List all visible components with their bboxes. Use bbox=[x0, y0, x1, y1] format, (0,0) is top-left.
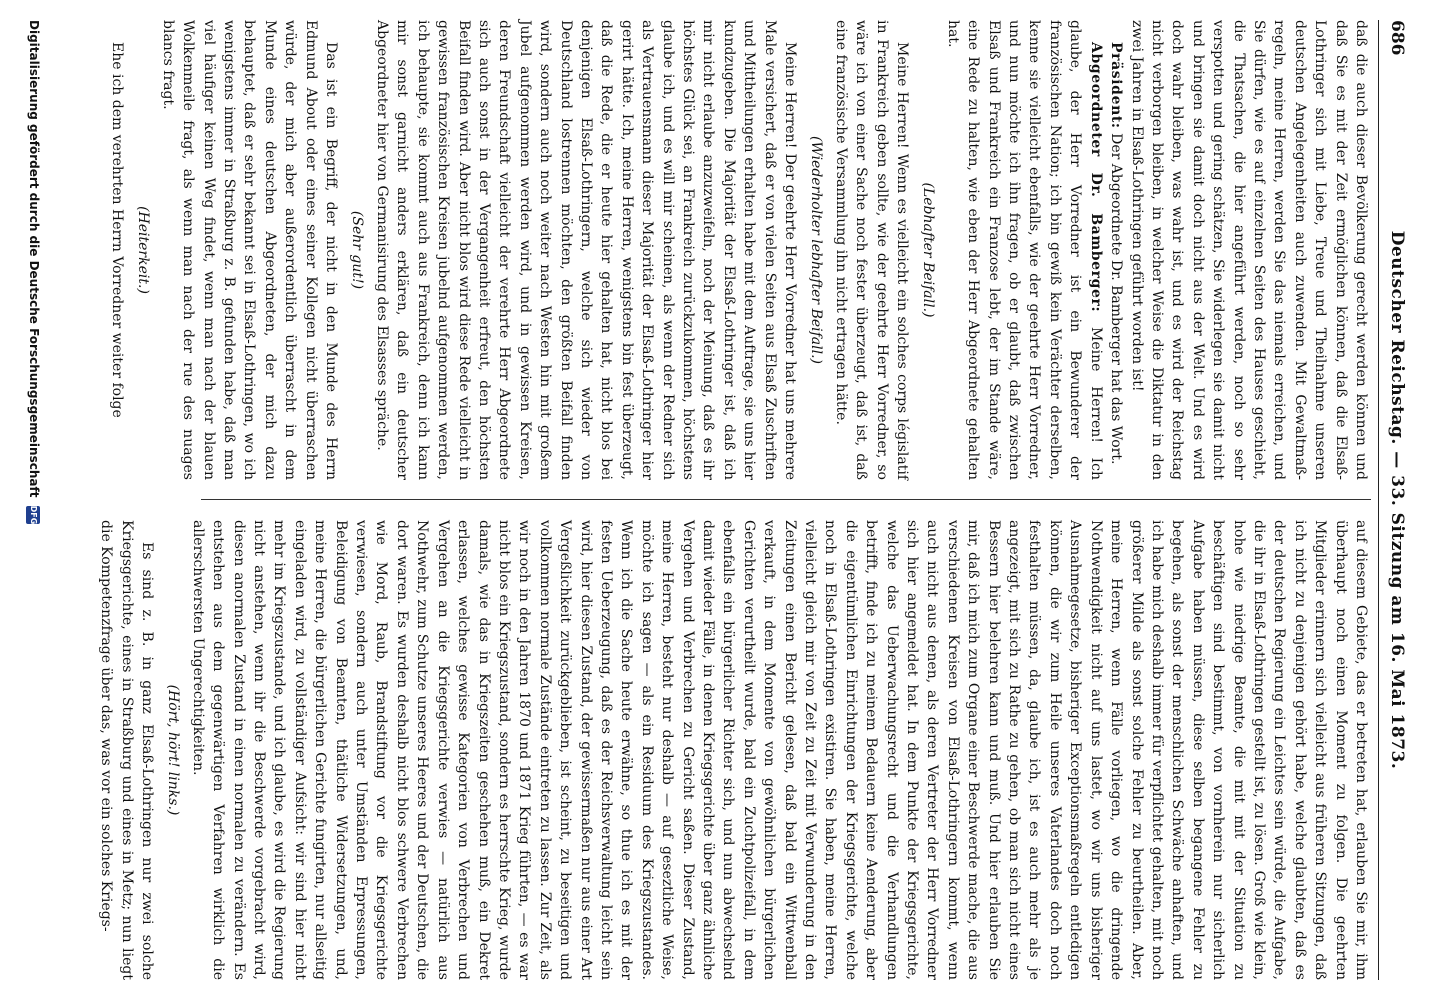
speaker-name: Präsident: bbox=[1108, 42, 1125, 129]
speaker-name: Abgeordneter Dr. Bamberger: bbox=[1087, 42, 1104, 313]
body-paragraph: Meine Herren! Der geehrte Herr Vorredner hat uns mehrere Male versichert, daß er von vielen Seiten aus Elsaß Zuschriften und Mittheilungen erhalten habe mit dem Auftrage, sie uns hier kundzugeben. Die Majorität der Elsaß-Lothringer ist, daß ich mir nicht erlaube anzuzweifeln, noch der Meinung, daß es ihr höchstes Glück sei, an Frankreich zurückzukommen, höchstens glaube ich, und es will mir scheinen, als wenn der Redner sich als Vertrauensmann dieser Majorität der Elsaß-Lothringer hier gerirt hätte. Ich, meine Herren, wenigstens bin fest überzeugt, daß die Rede, die er heute hier gehalten hat, nicht blos bei denjenigen Elsaß-Lothringern, welche sich wieder von Deutschland lostrennen möchten, den größten Beifall finden wird, sondern auch noch weiter nach Westen hin mit großem Jubel aufgenommen werden wird, und in gewissen Kreisen, deren Freundschaft vielleicht der verehrte Herr Abgeordnete sich auch sonst in der Vergangenheit erfreut, den höchsten Beifall finden wird. Aber nicht blos wird diese Rede vielleicht in gewissen französischen Kreisen jubelnd aufgenommen werden, ich behaupte, sie kommt auch aus Frankreich, denn ich kann mir sonst garnicht anders erklären, daß ein deutscher Abgeordneter hier von Germanisirung des Elsasses spräche. bbox=[373, 20, 799, 480]
speech-text: Meine Herren! Ich glaube, der Herr Vorredner ist ein Bewunderer der französischen Nation; ich bin gewiß kein Verächter derselben, kenne sie vielleicht ebenfalls, wie der geehrte Herr Vorredner, und nun möchte ich ihn fragen, ob er glaubt, daß zwischen Elsaß und Frankreich ein Franzose lebt, der im Stande wäre, eine Rede zu halten, wie eben der Herr Abgeordnete gehalten hat. bbox=[944, 20, 1104, 481]
dfg-logo-icon: DFG bbox=[27, 506, 41, 524]
audience-reaction: (Wiederholter lebhafter Beifall.) bbox=[808, 135, 825, 365]
right-column bbox=[98, 520, 1371, 980]
left-column bbox=[109, 20, 1371, 481]
body-paragraph: Es sind z. B. in ganz Elsaß-Lothringen nur zwei solche Kriegsgerichte, eines in Straßburg und eines in Metz; nun liegt die Kompetenzfrage über das, was vor ein solches Kriegs- bbox=[98, 520, 156, 980]
body-paragraph: Meine Herren! Wenn es vielleicht ein solches corps législatif in Frankreich geben sollte, wie der geehrte Herr Vorredner, so wäre ich von einer Sache noch fester überzeugt, daß ist, daß eine französische Versammlung ihn nicht ertragen hätte. bbox=[832, 20, 911, 480]
text-columns bbox=[98, 20, 1371, 980]
audience-reaction: (Hört, hört! links.) bbox=[165, 684, 182, 816]
column-divider bbox=[201, 499, 1371, 500]
body-paragraph: Ehe ich dem verehrten Herrn Vorredner weiter folge bbox=[109, 42, 126, 418]
credit-text: Digitalisierung gefördert durch die Deutsche Forschungsgemeinschaft bbox=[27, 20, 41, 498]
rotated-scanned-page bbox=[15, 20, 1415, 980]
page-header bbox=[1378, 20, 1415, 980]
speaker-paragraph bbox=[1106, 20, 1126, 480]
speaker-paragraph bbox=[942, 20, 1105, 480]
body-paragraph: daß die auch dieser Bevölkerung gerecht werden können und daß Sie es mit der Zeit ermöglichen können, daß die Elsaß-Lothringer sich mit Liebe, Treue und Theilnahme unseren deutschen Angelegenheiten auch zuwenden. Mit Gewaltmaß-regeln, meine Herren, werden Sie das niemals erreichen, und Sie dürfen, wie es auf einzelnen Seiten des Hauses geschieht, die Thatsachen, die hier angeführt werden, noch so sehr verspotten und gering schätzen, Sie widerlegen sie damit nicht und bringen sie damit doch nicht aus der Welt. Und es wird doch wahr bleiben, was wahr ist, und es wird der Reichstag nicht verborgen bleiben, in welcher Weise die Diktatur in den zwei Jahren in Elsaß-Lothringen geführt worden ist! bbox=[1128, 20, 1369, 480]
body-paragraph: Das ist ein Begriff, der nicht in den Munde des Herrn Edmund About oder eines seiner Kollegen nicht überraschen würde, der mich aber außerordentlich überrascht in dem Munde eines deutschen Abgeordneten, der mich dazu behauptet, daß er sehr bekannt sei in Elsaß-Lothringen, wo ich wenigstens immer in Straßburg z. B. gefunden habe, daß man viel häufiger keinen Weg findet, wenn man nach der blauen Wolkenmeile fragt, als wenn man nach der rue des nuages blancs fragt. bbox=[159, 20, 340, 480]
speech-text: Der Abgeordnete Dr. Bamberger hat das Wort. bbox=[1108, 133, 1125, 465]
page-number: 686 bbox=[1387, 20, 1407, 56]
audience-reaction: (Lebhafter Beifall.) bbox=[920, 182, 937, 318]
digitization-credit bbox=[23, 20, 45, 980]
audience-reaction: (Heiterkeit.) bbox=[135, 206, 152, 294]
running-title: Deutscher Reichstag. — 33. Sitzung am 16. Mai 1873. bbox=[1387, 230, 1407, 770]
body-paragraph: auf diesem Gebiete, das er betreten hat, erlauben Sie mir, ihm überhaupt noch einen Moment zu folgen. Die geehrten Mitglieder erinnern sich vielleicht aus früheren Sitzungen, daß ich nicht zu denjenigen gehört habe, welche glaubten, daß es der deutschen Regierung ein Leichtes sein würde, die Aufgabe, die ihr in Elsaß-Lothringen gestellt ist, zu lösen. Groß wie klein, hohe wie niedrige Beamte, die mit mit der Situation zu beschäftigen sind bestimmt, von vornherein nur sicherlich Aufgabe haben müssen, diese selben begangene Fehler zu begehen, als sonst der menschlichen Schwäche anhaften, und ich habe mich deshalb immer für verpflichtet gehalten, mit noch größerer Milde als sonst solche Fehler zu beurtheilen. Aber, meine Herren, wenn Fälle vorliegen, wo die dringende Nothwendigkeit nicht auf uns lastet, wo wir uns bisheriger Ausnahmegesetze, bisheriger Exceptionsmaßregeln entledigen können, die wir zum Heile unseres Vaterlandes doch noch festhalten müssen, da, glaube ich, ist es auch mehr als je angezeigt, mit sich zu Rathe zu gehen, ob man sich nicht eines Bessern hier belehren kann und muß. Und hier erlauben Sie mir, daß ich mich zum Organe einer Beschwerde mache, die aus verschiedenen Kreisen von Elsaß-Lothringern kommt, wenn auch nicht aus denen, als deren Vertreter der Herr Vorredner sich hier angemeldet hat. In dem Punkte der Kriegsgerichte, welche das Ueberwachungsrecht und die Verhandlungen betrifft, finde ich zu meinem Bedauern keine Aenderung, aber die eigentümlichen Einrichtungen der Kriegsgerichte, welche noch in Elsaß-Lothringen existiren. Sie haben, meine Herren, vielleicht gleich mir von Zeit zu Zeit mit Verwunderung in den Zeitungen einen Bericht gelesen, daß bald ein Wittwenball verkauft, in dem Momente von gewöhnlichen bürgerlichen Gerichten verurtheilt wurde, bald ein Zuchtpolizeifall, in dem ebenfalls ein bürgerlicher Richter sich, und nun abwechselnd damit wieder Fälle, in denen Kriegsgerichte über ganz ähnliche Vergehen und Verbrechen zu Gericht saßen. Dieser Zustand, meine Herren, besteht nur deshalb — auf geseztliche Weise, möchte ich sagen — als ein Residuum des Kriegszustandes. Wenn ich die Sache heute erwähne, so thue ich es mit der festen Ueberzeugung, daß es der Reichsverwaltung leicht sein wird, hier diesen Zustand, der gewissermaßen nur aus einer Art Vergeßlichkeit zurückgeblieben, ist scheint, zu beseitigen und vollkommen normale Zustände eintreten zu lassen. Zur Zeit, als wir noch in den Jahren 1870 und 1871 Krieg führten, — es war nicht blos ein Kriegszustand, sondern es herrschte Krieg, wurde damals, wie das in Kriegszeiten geschehen muß, ein Dekret erlassen, welches gewisse Kategorien von Verbrechen und Vergehen an die Kriegsgerichte verwies — natürlich aus Nothwehr, zum Schutze unseres Heeres und der Deutschen, die dort waren. Es wurden deshalb nicht blos schwere Verbrechen wie Mord, Raub, Brandstiftung vor die Kriegsgerichte verwiesen, sondern auch unter Umständen Erpressungen, Beleidigung von Beamten, thätliche Widersetzungen, und, meine Herren, die bürgerlichen Gerichte fungirten, nur allseitig eingeladen wird, zu vollständiger Aufsicht: wir sind hier nicht mehr im Kriegszustande, und ich glaube, es wird die Regierung nicht anstehen, wenn ihr die Beschwerde vorgebracht wird, diesen anormalen Zustand in einen normalen zu verändern. Es entstehen aus dem gegenwärtigen Verfahren wirklich die allerschwersten Ungerechtigkeiten. bbox=[189, 520, 1369, 980]
audience-reaction: (Sehr gut!) bbox=[349, 210, 366, 290]
